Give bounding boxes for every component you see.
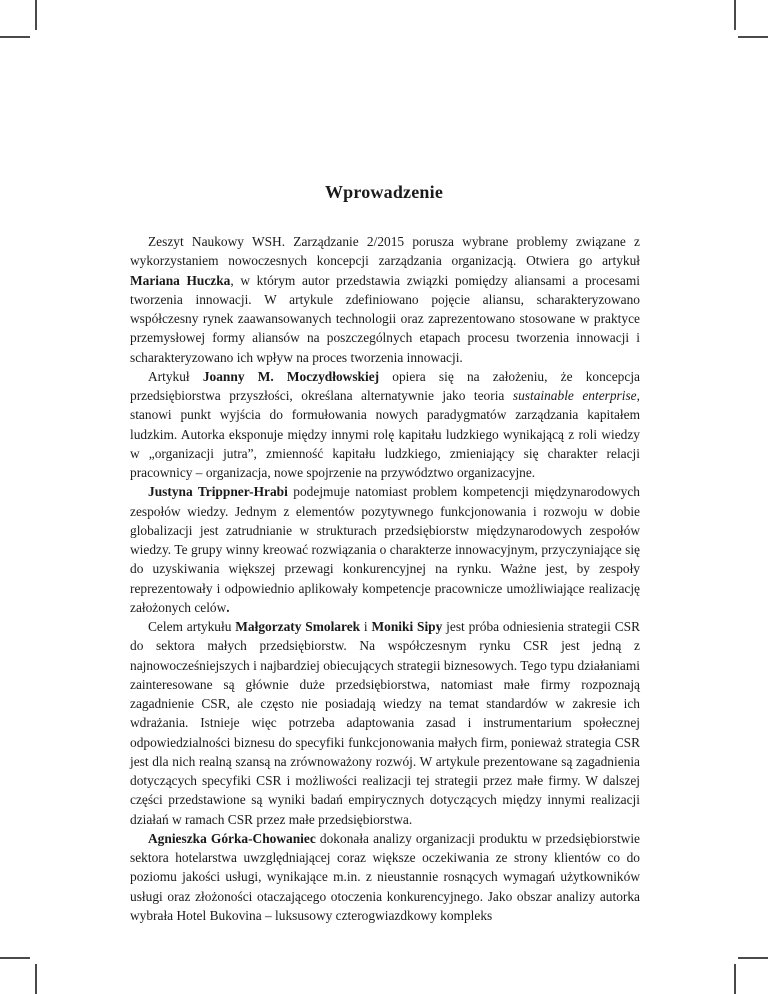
paragraph [130, 482, 640, 617]
crop-mark-top-right-vertical [734, 0, 736, 30]
crop-mark-bottom-right-vertical [734, 964, 736, 994]
paragraph-text: Celem artykułu [148, 619, 236, 634]
paragraph-text: Artykuł [148, 368, 203, 384]
paragraph-text: Zeszyt Naukowy WSH. Zarządzanie 2/2015 porusza wybrane problemy związane z wykorzystaniem nowoczesnych koncepcji zarządzania organizacją. Otwiera go artykuł [130, 234, 640, 269]
paragraph-text: i [360, 619, 372, 634]
paragraph [130, 367, 640, 483]
author-name: . [226, 599, 230, 615]
author-name: Agnieszka Górka-Chowaniec [148, 830, 316, 846]
author-name: Małgorzaty Smolarek [235, 619, 361, 634]
crop-mark-bottom-left-vertical [35, 964, 37, 994]
paragraph [130, 232, 640, 367]
author-name: Mariana Huczka [130, 272, 231, 288]
crop-mark-bottom-right-horizontal [738, 957, 768, 959]
paragraph-text: jest próba odniesienia strategii CSR do sektora małych przedsiębiorstw. Na współczesnym rynku CSR jest jedną z najnowocześniejszych i najbardziej obiecujących strategii biznesowych. Tego typu działaniami zainteresowane są głównie duże przedsiębiorstwa, natomiast małe firmy rozpoznają zagadnienie CSR, ale często nie posiadają wiedzy na temat standardów w zakresie ich wdrażania. Istnieje więc potrzeba adaptowania zasad i instrumentarium społecznej odpowiedzialności biznesu do specyfiki funkcjonowania małych firm, ponieważ strategia CSR jest dla nich realną szansą na zrównoważony rozwój. W artykule prezentowane są zagadnienia dotyczących specyfiki CSR i możliwości realizacji tej strategii przez małe firmy. W dalszej części przedstawione są wyniki badań empirycznych dotyczących między innymi realizacji działań w ramach CSR przez małe przedsiębiorstwa. [130, 619, 641, 827]
crop-mark-top-left-vertical [35, 0, 37, 30]
emphasized-term: sustainable enterprise [512, 388, 637, 403]
paragraph-text: , w którym autor przedstawia związki pomiędzy aliansami a procesami tworzenia innowacji. W artykule zdefiniowano pojęcie aliansu, scharakteryzowano współczesny rynek zaawansowanych technologii oraz zaprezentowano stosowane w praktyce przemysłowej formy aliansów na poszczególnych etapach procesu tworzenia innowacji i scharakteryzowano ich wpływ na proces tworzenia innowacji. [130, 272, 641, 365]
crop-mark-top-right-horizontal [738, 36, 768, 38]
paragraph-text: dokonała analizy organizacji produktu w przedsiębiorstwie sektora hotelarstwa uwzględniającej coraz większe oczekiwania ze strony klientów co do poziomu jakości usługi, wynikające m.in. z nieustannie rosnących wymagań użytkowników usługi oraz złożoności otaczającego otoczenia konkurencyjnego. Jako obszar analizy autorka wybrała Hotel Bukovina – luksusowy czterogwiazdkowy kompleks [130, 830, 640, 923]
page-title: Wprowadzenie [324, 182, 444, 203]
paragraph [130, 617, 640, 829]
document-body [130, 232, 640, 925]
crop-mark-top-left-horizontal [0, 36, 30, 38]
paragraph-text: , stanowi punkt wyjścia do formułowania nowych paradygmatów zarządzania kapitałem ludzkim. Autorka eksponuje między innymi rolę kapitału ludzkiego wynikającą z roli wiedzy w „organizacji jutra”, zmienność kapitału ludzkiego, zmieniający się charakter relacji pracownicy – organizacja, nowe spojrzenie na przywództwo organizacyjne. [130, 388, 640, 480]
crop-mark-bottom-left-horizontal [0, 957, 30, 959]
paragraph-text: opiera się na założeniu, że koncepcja przedsiębiorstwa przyszłości, określana alternatywnie jako teoria [130, 368, 640, 403]
author-name: Justyna Trippner-Hrabi [148, 484, 288, 500]
author-name: Joanny M. Moczydłowskiej [202, 368, 380, 384]
paragraph-text: podejmuje natomiast problem kompetencji międzynarodowych zespołów wiedzy. Jednym z elementów pozytywnego funkcjonowania i rozwoju w dobie globalizacji jest zatrudnianie w strukturach przedsiębiorstw międzynarodowych zespołów wiedzy. Te grupy winny kreować rozwiązania o charakterze innowacyjnym, przyczyniające się do uzyskiwania większej przewagi konkurencyjnej na rynku. Ważne jest, by zespoły reprezentowały i odpowiednio aplikowały kompetencje pracownicze umożliwiające realizację założonych celów [130, 484, 640, 615]
author-name: Moniki Sipy [371, 619, 443, 634]
paragraph [130, 829, 640, 925]
